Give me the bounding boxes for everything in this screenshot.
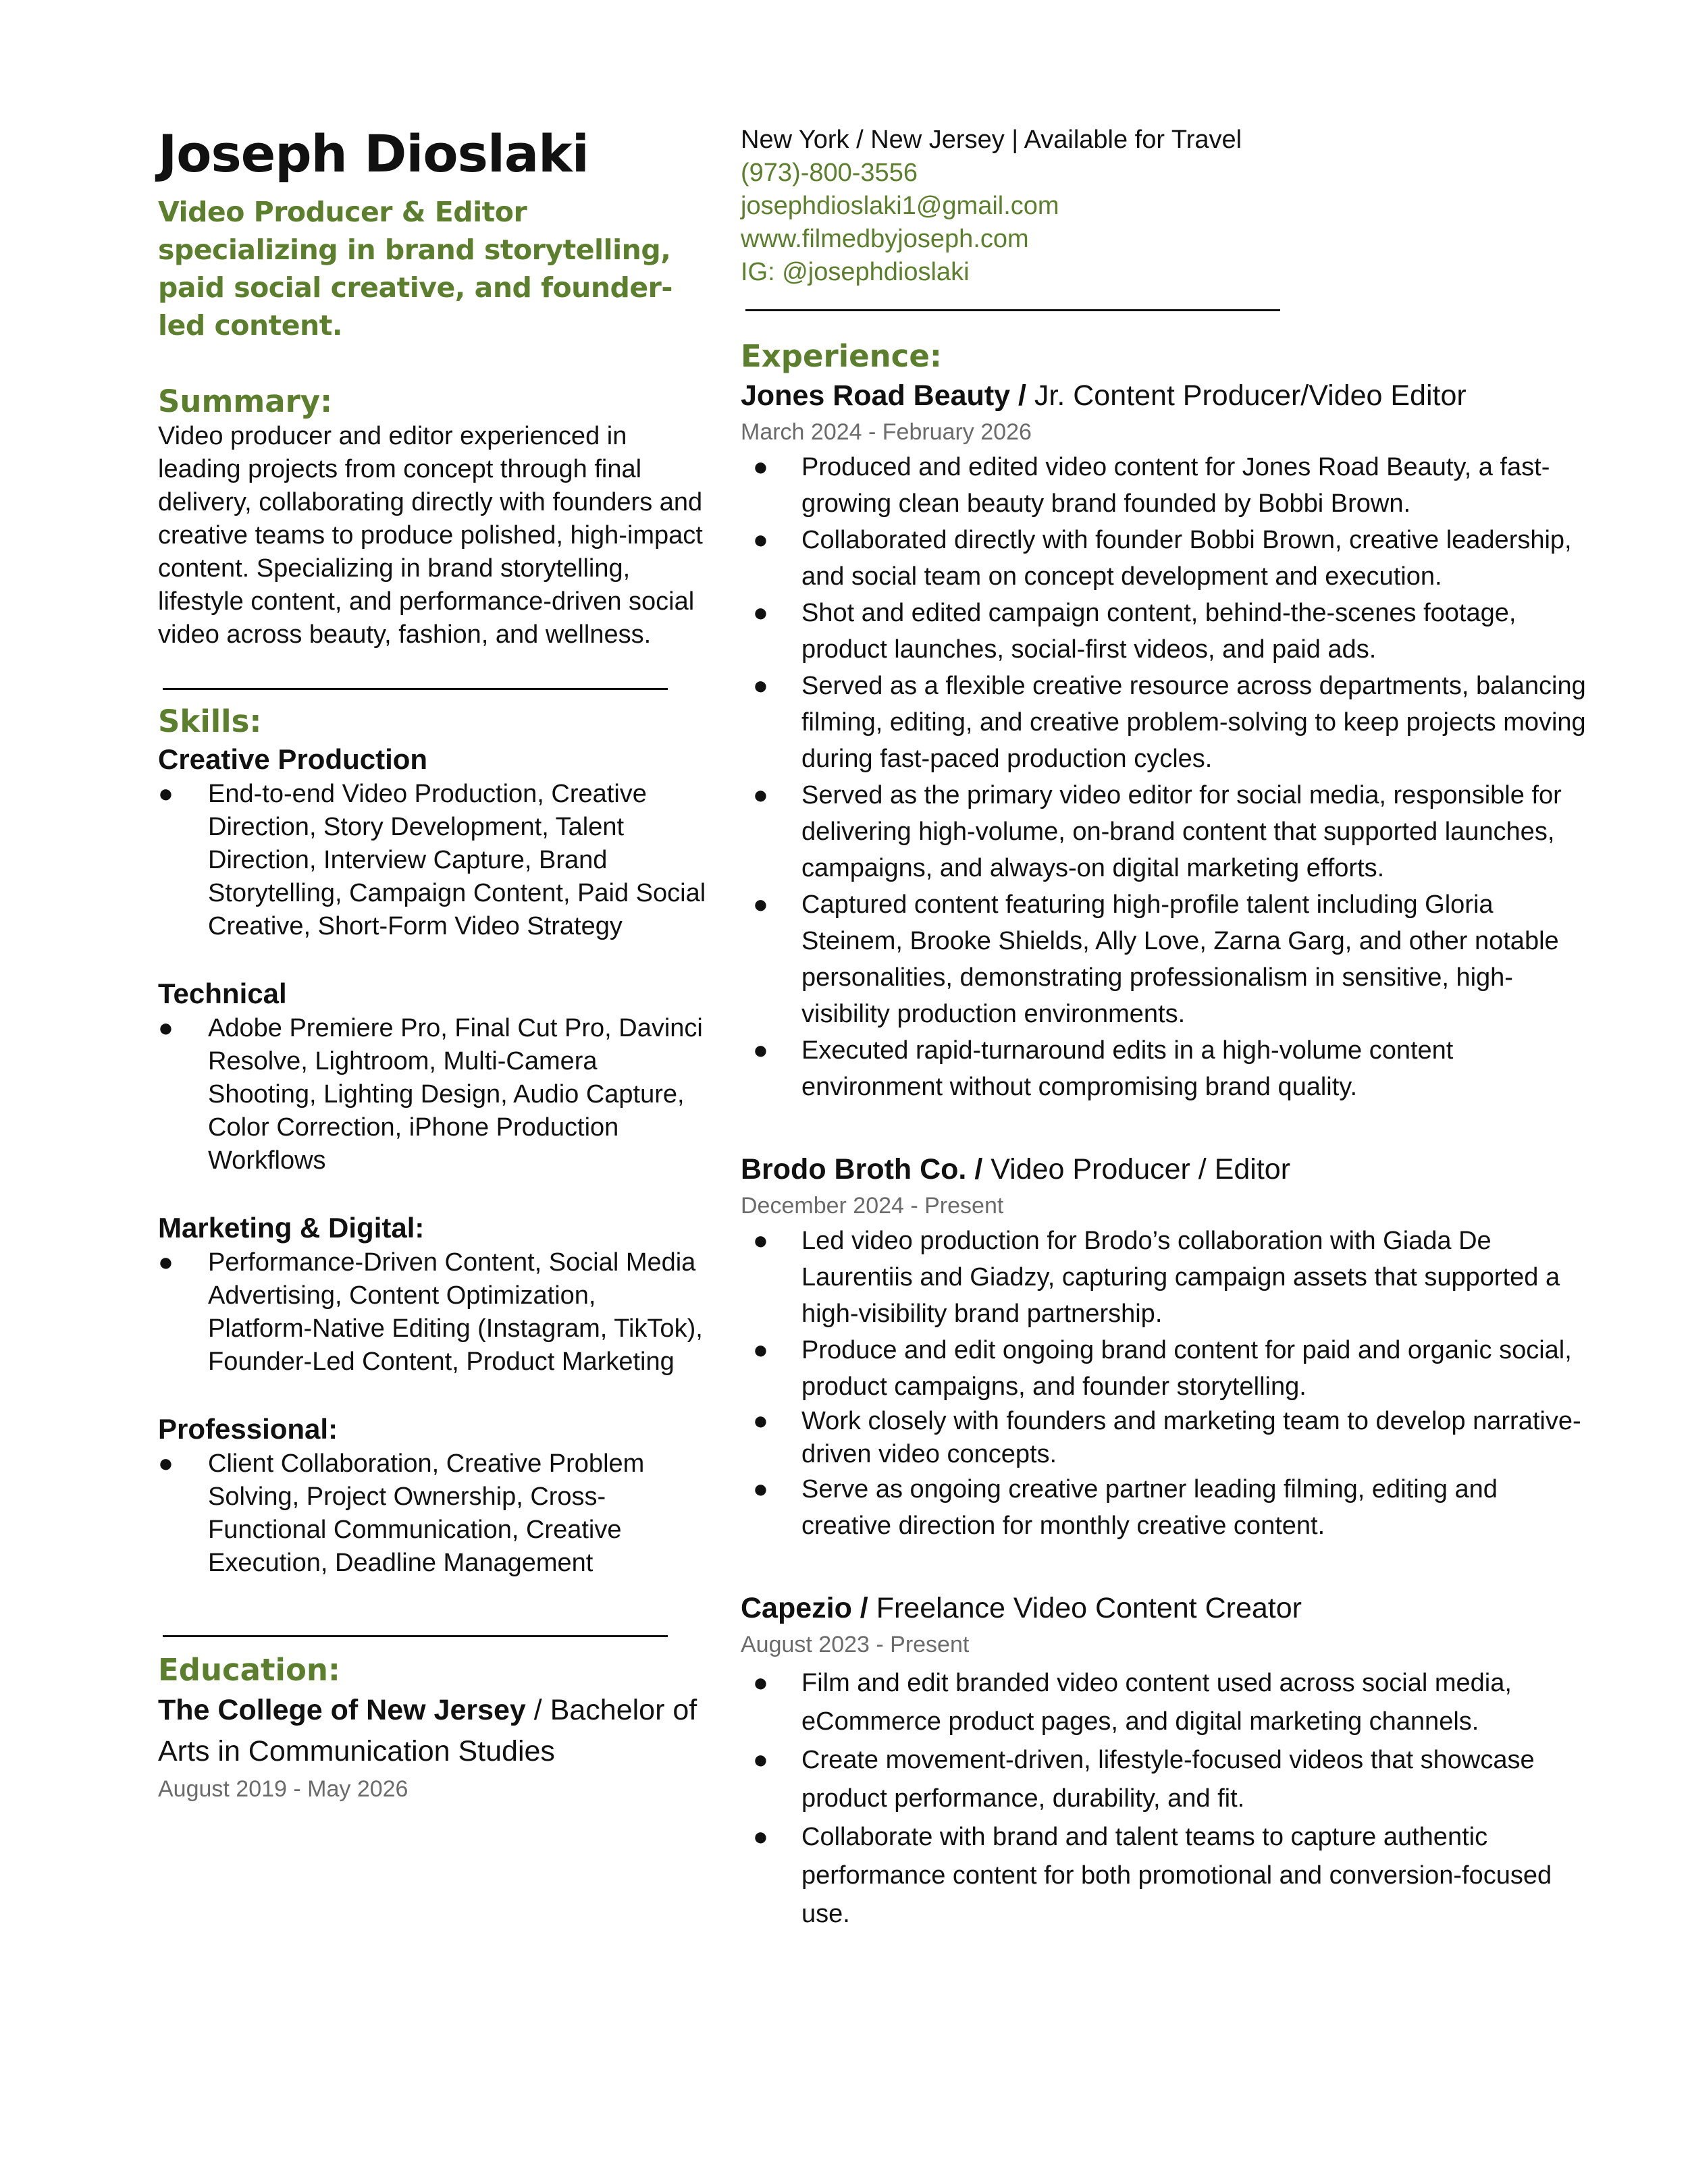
bullet-icon: ●	[158, 780, 174, 808]
list-item: ● End-to-end Video Production, Creative Direction, Story Development, Talent Direction, Interview Capture, Brand Storytelling, Campaign Content, Paid Social Creative, Short-Form Video Strategy	[158, 778, 706, 943]
list-item: ● Work closely with founders and marketing team to develop narrative-driven video concepts.	[741, 1405, 1591, 1471]
divider-skills	[163, 1635, 668, 1637]
bullet-icon: ●	[753, 781, 768, 809]
list-item: ● Collaborate with brand and talent teams to capture authentic performance content for both promotional and conversion-focused use.	[741, 1818, 1591, 1934]
skill-group-title: Technical	[158, 978, 287, 1009]
bullet-icon: ●	[753, 599, 768, 627]
list-item: ● Serve as ongoing creative partner leading filming, editing and creative direction for monthly creative content.	[741, 1471, 1591, 1544]
contact-instagram[interactable]: IG: @josephdioslaki	[741, 258, 970, 286]
summary-heading: Summary:	[158, 383, 333, 419]
job-role: Jr. Content Producer/Video Editor	[1026, 379, 1467, 412]
job-title	[741, 376, 1591, 415]
degree-name: Bachelor of Arts in Communication Studies	[158, 1694, 697, 1767]
bullet-icon: ●	[753, 1746, 768, 1774]
job-dates: December 2024 - Present	[741, 1193, 1004, 1219]
list-item: ● Served as a flexible creative resource across departments, balancing filming, editing, and creative problem-solving to keep projects moving during fast-paced production cycles.	[741, 668, 1591, 777]
list-item: ● Create movement-driven, lifestyle-focused videos that showcase product performance, durability, and fit.	[741, 1741, 1591, 1818]
divider-summary	[163, 688, 668, 690]
bullet-icon: ●	[158, 1449, 174, 1478]
contact-phone[interactable]: (973)-800-3556	[741, 159, 918, 187]
bullet-icon: ●	[753, 890, 768, 919]
skill-list	[158, 778, 706, 943]
school-name: The College of New Jersey	[158, 1694, 526, 1726]
job-bullets	[741, 1223, 1591, 1544]
education-heading: Education:	[158, 1652, 340, 1688]
skill-group-title: Professional:	[158, 1413, 338, 1445]
contact-block	[741, 124, 1591, 289]
contact-website[interactable]: www.filmedbyjoseph.com	[741, 225, 1029, 253]
skill-group-technical	[158, 976, 706, 1177]
skills-section	[158, 702, 706, 1580]
bullet-icon: ●	[753, 1036, 768, 1065]
skill-group-professional	[158, 1411, 706, 1580]
bullet-icon: ●	[753, 1669, 768, 1697]
experience-section	[741, 337, 1591, 1934]
list-item: ● Captured content featuring high-profile talent including Gloria Steinem, Brooke Shields, Ally Love, Zarna Garg, and other notable personalities, demonstrating professionalism in sensitive, high-visibility production environments.	[741, 886, 1591, 1032]
job-bullets	[741, 449, 1591, 1105]
company-name: Brodo Broth Co. /	[741, 1153, 983, 1186]
skill-group-title: Marketing & Digital:	[158, 1212, 425, 1244]
divider-contact	[745, 309, 1280, 311]
skill-group-creative-production	[158, 741, 706, 943]
list-item: ● Produced and edited video content for Jones Road Beauty, a fast-growing clean beauty brand founded by Bobbi Brown.	[741, 449, 1591, 522]
skill-group-marketing	[158, 1210, 706, 1379]
company-name: Capezio /	[741, 1592, 868, 1624]
job-bullets	[741, 1664, 1591, 1934]
job-jones-road-beauty	[741, 376, 1591, 1105]
list-item: ● Led video production for Brodo’s collaboration with Giada De Laurentiis and Giadzy, capturing campaign assets that supported a high-visibility brand partnership.	[741, 1223, 1591, 1332]
bullet-icon: ●	[158, 1014, 174, 1042]
job-role: Freelance Video Content Creator	[868, 1592, 1302, 1624]
list-item: ● Served as the primary video editor for social media, responsible for delivering high-volume, on-brand content that supported launches, campaigns, and always-on digital marketing efforts.	[741, 777, 1591, 886]
list-item: ● Shot and edited campaign content, behind-the-scenes footage, product launches, social-first videos, and paid ads.	[741, 595, 1591, 668]
tagline: Video Producer & Editor specializing in brand storytelling, paid social creative, and founder-led content.	[158, 196, 672, 342]
contact-email[interactable]: josephdioslaki1@gmail.com	[741, 192, 1059, 220]
skill-group-title: Creative Production	[158, 743, 428, 775]
company-name: Jones Road Beauty /	[741, 379, 1026, 412]
education-entry: The College of New Jersey / Bachelor of Arts in Communication Studies	[158, 1694, 697, 1767]
summary-text: Video producer and editor experienced in leading projects from concept through final delivery, collaborating directly with founders and creative teams to produce polished, high-impact content. Specializing in brand storytelling, lifestyle content, and performance-driven social video across beauty, fashion, and wellness.	[158, 422, 703, 649]
bullet-icon: ●	[753, 672, 768, 700]
bullet-icon: ●	[753, 1823, 768, 1851]
list-item: ● Executed rapid-turnaround edits in a high-volume content environment without compromising brand quality.	[741, 1032, 1591, 1105]
contact-location: New York / New Jersey | Available for Travel	[741, 126, 1242, 154]
list-item: ● Client Collaboration, Creative Problem Solving, Project Ownership, Cross-Functional Communication, Creative Execution, Deadline Management	[158, 1447, 706, 1580]
list-item: ● Adobe Premiere Pro, Final Cut Pro, Davinci Resolve, Lightroom, Multi-Camera Shooting, Lighting Design, Audio Capture, Color Correction, iPhone Production Workflows	[158, 1012, 706, 1177]
job-brodo-broth	[741, 1150, 1591, 1544]
candidate-name: Joseph Dioslaki	[158, 124, 589, 184]
skill-list	[158, 1012, 706, 1177]
skill-list	[158, 1447, 706, 1580]
left-column	[158, 120, 706, 1806]
job-role: Video Producer / Editor	[982, 1153, 1291, 1186]
right-column	[741, 124, 1591, 1934]
job-title	[741, 1589, 1591, 1628]
list-item: ● Performance-Driven Content, Social Media Advertising, Content Optimization, Platform-Native Editing (Instagram, TikTok), Founder-Led Content, Product Marketing	[158, 1246, 706, 1379]
bullet-icon: ●	[753, 1407, 768, 1435]
job-capezio	[741, 1589, 1591, 1934]
education-dates: August 2019 - May 2026	[158, 1776, 408, 1802]
list-item: ● Film and edit branded video content used across social media, eCommerce product pages, and digital marketing channels.	[741, 1664, 1591, 1741]
bullet-icon: ●	[753, 453, 768, 481]
bullet-icon: ●	[158, 1248, 174, 1277]
list-item: ● Collaborated directly with founder Bobbi Brown, creative leadership, and social team on concept development and execution.	[741, 522, 1591, 595]
job-dates: March 2024 - February 2026	[741, 419, 1032, 445]
experience-heading: Experience:	[741, 338, 942, 374]
bullet-icon: ●	[753, 526, 768, 554]
bullet-icon: ●	[753, 1475, 768, 1503]
job-dates: August 2023 - Present	[741, 1632, 970, 1657]
job-title	[741, 1150, 1591, 1189]
skill-list	[158, 1246, 706, 1379]
summary-section	[158, 382, 706, 651]
skills-heading: Skills:	[158, 703, 262, 739]
list-item: ● Produce and edit ongoing brand content for paid and organic social, product campaigns, and founder storytelling.	[741, 1332, 1591, 1405]
bullet-icon: ●	[753, 1336, 768, 1364]
bullet-icon: ●	[753, 1227, 768, 1255]
education-section	[158, 1651, 706, 1806]
